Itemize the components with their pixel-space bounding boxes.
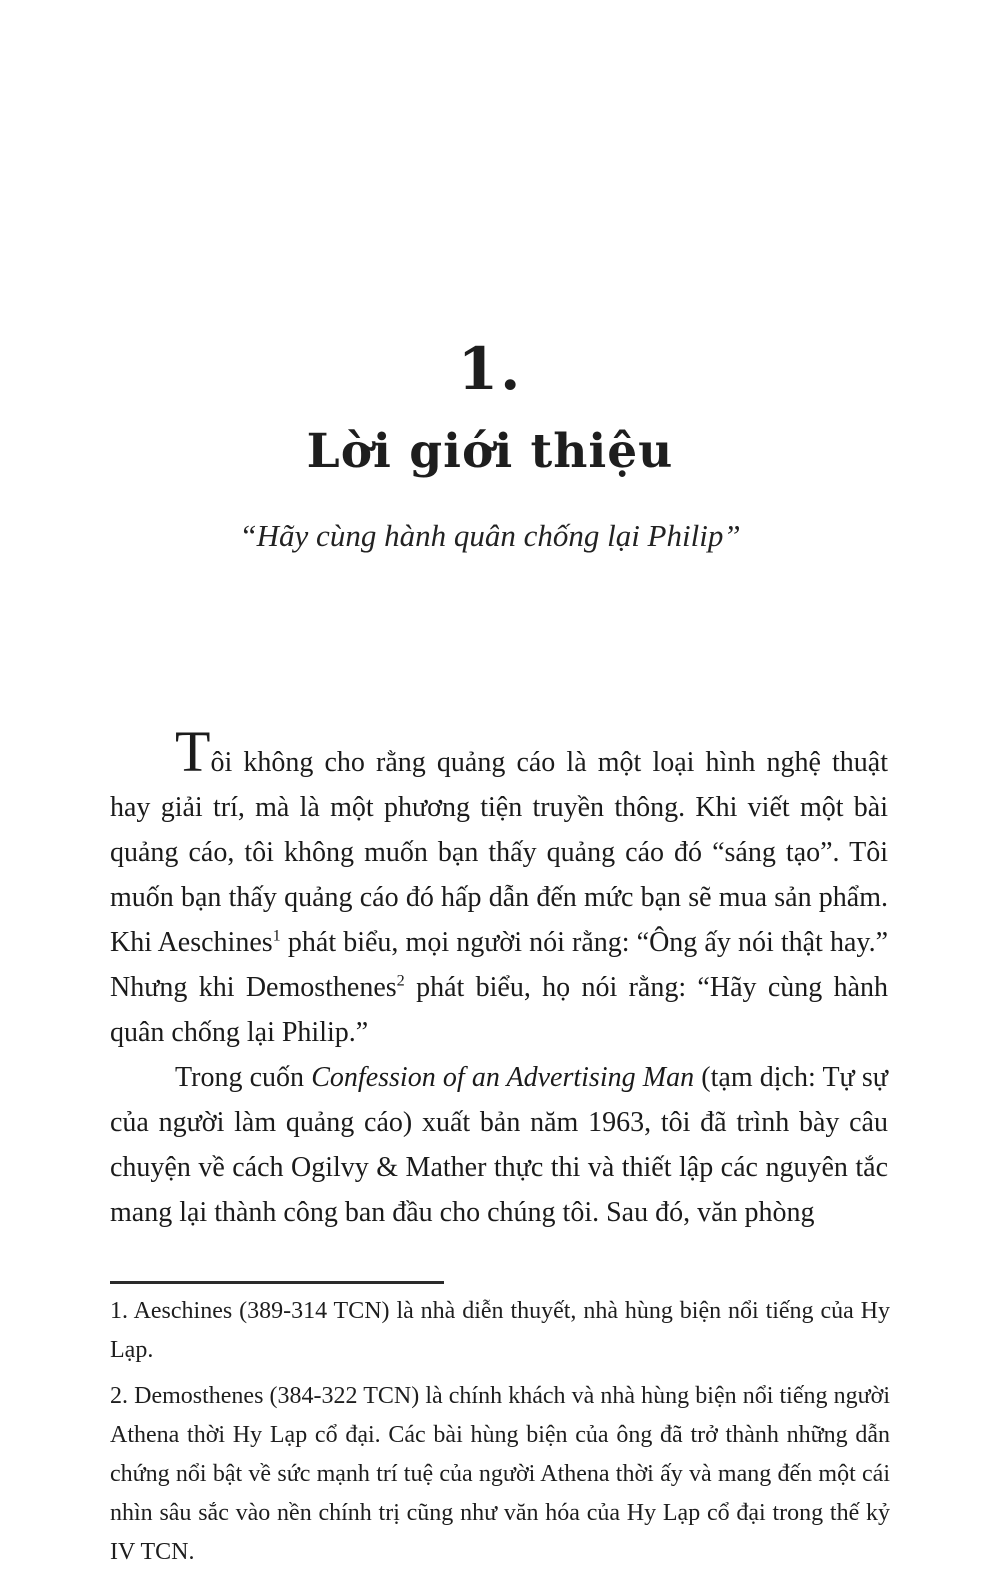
paragraph-2-text: (tạm dịch: Tự sự của người làm quảng cáo) xuất bản năm 1963, tôi đã trình bày câu chuyện về cách Ogilvy & Mather thực thi và thiết lập các nguyên tắc mang lại thành công ban đầu cho chúng tôi. Sau đó, văn phòng <box>110 1062 888 1228</box>
footnote-2: 2. Demosthenes (384-322 TCN) là chính khách và nhà hùng biện nổi tiếng người Athena thời Hy Lạp cổ đại. Các bài hùng biện của ông đã trở thành những dẫn chứng nổi bật về sức mạnh trí tuệ của người Athena thời ấy và mang đến một cái nhìn sâu sắc vào nền chính trị cũng như văn hóa của Hy Lạp cổ đại trong thế kỷ IV TCN. <box>110 1383 890 1565</box>
paragraph-2-text: Trong cuốn <box>175 1062 312 1093</box>
footnote-1: 1. Aeschines (389-314 TCN) là nhà diễn thuyết, nhà hùng biện nổi tiếng của Hy Lạp. <box>110 1298 890 1363</box>
epigraph: “Hãy cùng hành quân chống lại Philip” <box>239 518 741 553</box>
book-title-italic: Confession of an Advertising Man <box>311 1062 695 1093</box>
raised-initial-cap: T <box>175 719 211 784</box>
paragraph-1-text: phát biểu, mọi người nói rằng: “Ông ấy nói thật hay.” Nhưng khi Demosthenes <box>110 927 888 1003</box>
paragraph-1 <box>110 719 889 1055</box>
paragraph-1-text: ôi không cho rằng quảng cáo là một loại hình nghệ thuật hay giải trí, mà là một phương tiện truyền thông. Khi viết một bài quảng cáo, tôi không muốn bạn thấy quảng cáo đó “sáng tạo”. Tôi muốn bạn thấy quảng cáo đó hấp dẫn đến mức bạn sẽ mua sản phẩm. Khi Aeschines <box>110 747 888 958</box>
paragraph-1-text: phát biểu, họ nói rằng: “Hãy cùng hành quân chống lại Philip.” <box>110 972 889 1048</box>
footnote-divider <box>110 1281 444 1284</box>
footnotes-section <box>110 1292 890 1579</box>
paragraph-2 <box>110 1055 888 1235</box>
footnote-ref-1: 1 <box>272 926 281 945</box>
chapter-title: Lời giới thiệu <box>306 424 674 479</box>
footnote-ref-2: 2 <box>396 971 405 990</box>
chapter-number: 1. <box>457 335 523 403</box>
body-text <box>110 719 889 1235</box>
